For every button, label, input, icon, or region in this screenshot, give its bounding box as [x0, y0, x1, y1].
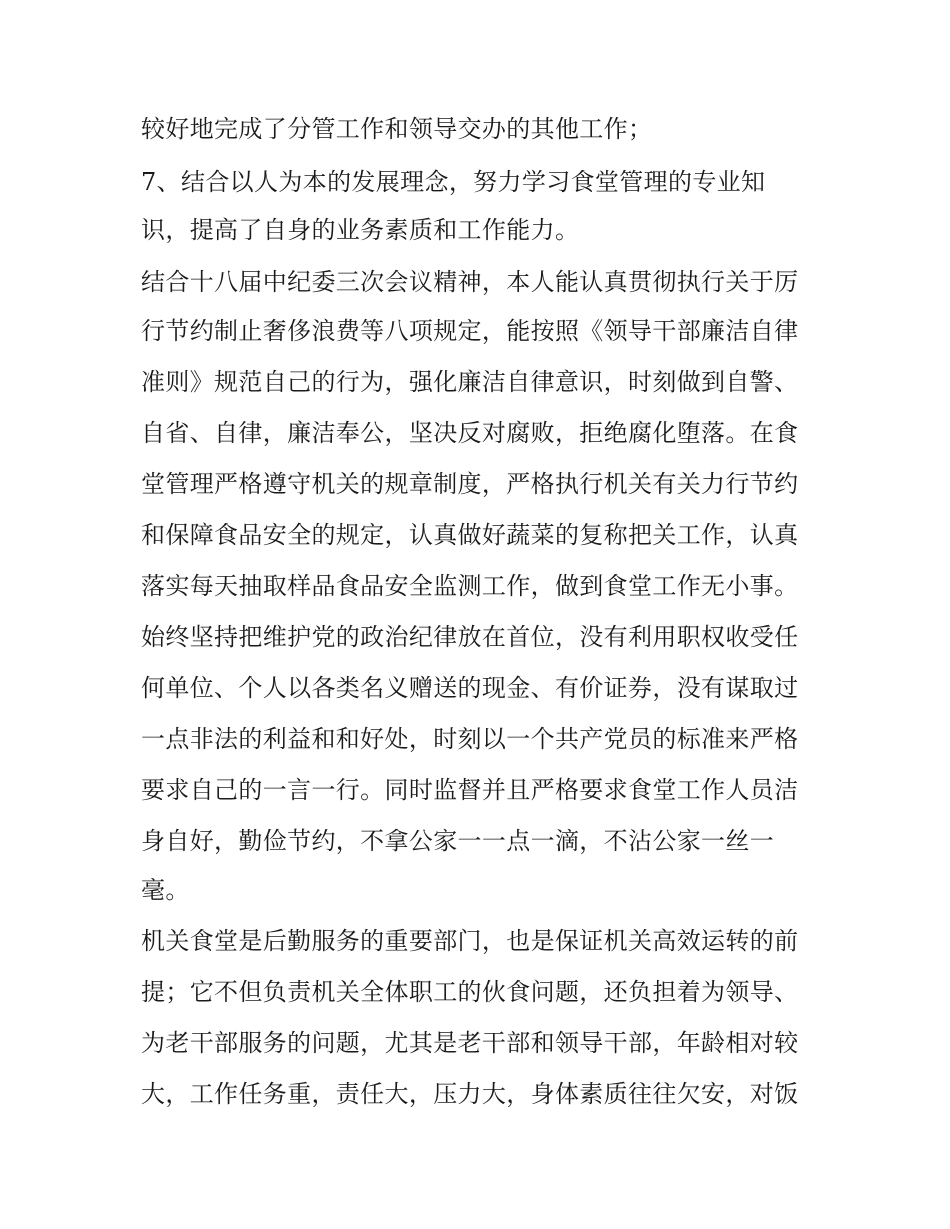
text-line: 准则》规范自己的行为，强化廉洁自律意识，时刻做到自警、 [141, 368, 799, 396]
text-line: 为老干部服务的问题，尤其是老干部和领导干部，年龄相对较 [141, 1029, 799, 1057]
text-line: 大，工作任务重，责任大，压力大，身体素质往往欠安，对饭 [141, 1080, 799, 1108]
text-line: 结合十八届中纪委三次会议精神，本人能认真贯彻执行关于厉 [141, 268, 799, 296]
text-line: 机关食堂是后勤服务的重要部门，也是保证机关高效运转的前 [141, 927, 799, 955]
text-line: 身自好，勤俭节约，不拿公家一一点一滴，不沾公家一丝一 [141, 827, 775, 855]
text-line: 落实每天抽取样品食品安全监测工作，做到食堂工作无小事。 [141, 572, 799, 600]
text-line: 一点非法的利益和和好处，时刻以一个共产党员的标准来严格 [141, 725, 799, 753]
text-line: 自省、自律，廉洁奉公，坚决反对腐败，拒绝腐化堕落。在食 [141, 419, 799, 447]
text-line: 较好地完成了分管工作和领导交办的其他工作； [141, 115, 653, 143]
text-line: 和保障食品安全的规定，认真做好蔬菜的复称把关工作，认真 [141, 521, 799, 549]
text-line: 识，提高了自身的业务素质和工作能力。 [141, 216, 580, 244]
text-line: 提；它不但负责机关全体职工的伙食问题，还负担着为领导、 [141, 978, 799, 1006]
text-line: 堂管理严格遵守机关的规章制度，严格执行机关有关力行节约 [141, 470, 799, 498]
text-line: 要求自己的一言一行。同时监督并且严格要求食堂工作人员洁 [141, 776, 799, 804]
text-line: 7、结合以人为本的发展理念，努力学习食堂管理的专业知 [141, 168, 766, 196]
text-line: 始终坚持把维护党的政治纪律放在首位，没有利用职权收受任 [141, 623, 799, 651]
text-line: 行节约制止奢侈浪费等八项规定，能按照《领导干部廉洁自律 [141, 317, 799, 345]
text-line: 何单位、个人以各类名义赠送的现金、有价证券，没有谋取过 [141, 674, 799, 702]
text-line: 毫。 [141, 876, 190, 904]
